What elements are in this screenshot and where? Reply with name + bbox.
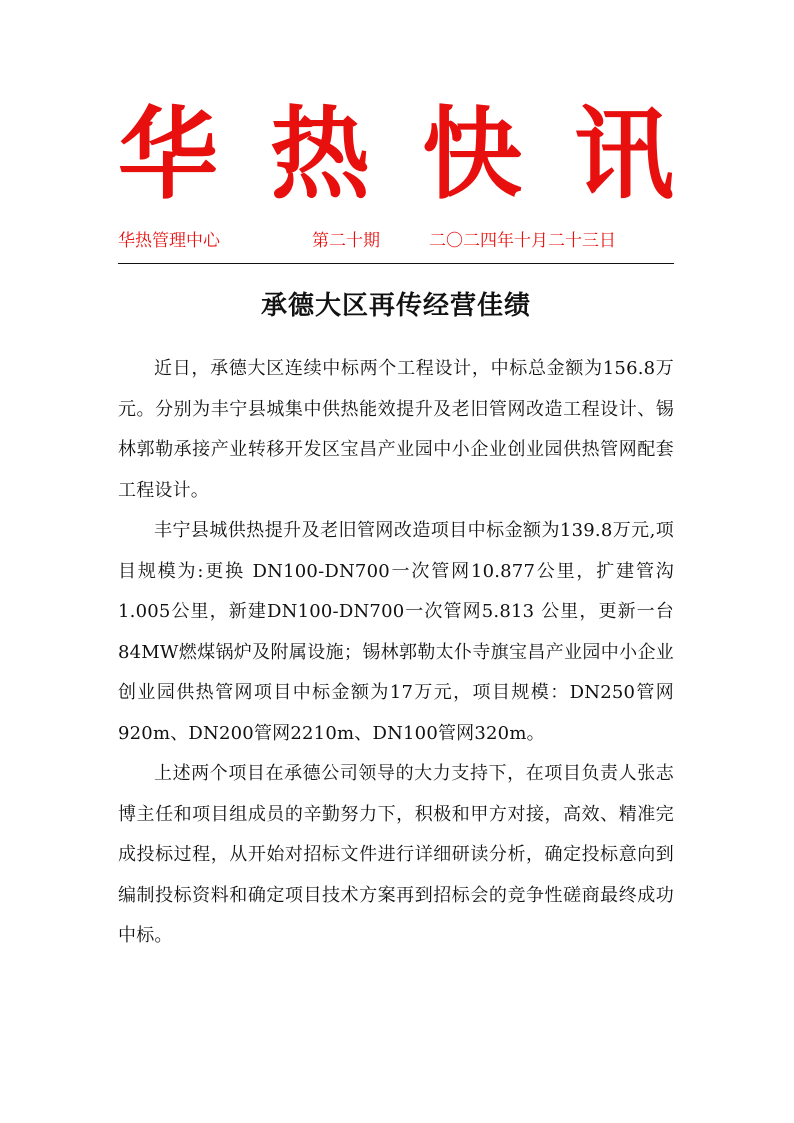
issue-info-line [118,226,674,256]
issue-date: 二〇二四年十月二十三日 [429,231,616,251]
issue-number: 第二十期 [312,231,380,251]
article-paragraph-3: 上述两个项目在承德公司领导的大力支持下，在项目负责人张志博主任和项目组成员的辛勤努力下，积极和甲方对接，高效、精准完成投标过程，从开始对招标文件进行详细研读分析，确定投标意向到编制投标资料和确定项目技术方案再到招标会的竞争性磋商最终成功中标。 [118,763,674,946]
header-divider [118,263,674,264]
article-paragraph-1: 近日，承德大区连续中标两个工程设计，中标总金额为156.8万元。分别为丰宁县城集中供热能效提升及老旧管网改造工程设计、锡林郭勒承接产业转移开发区宝昌产业园中小企业创业园供热管网配套工程设计。 [118,358,674,501]
masthead-char-1: 华 [118,95,218,213]
article-paragraph-2: 丰宁县城供热提升及老旧管网改造项目中标金额为139.8万元,项目规模为:更换 DN100-DN700一次管网10.877公里，扩建管沟1.005公里，新建DN100-DN700一次管网5.813 公里，更新一台84MW燃煤锅炉及附属设施；锡林郭勒太仆寺旗宝昌产业园中小企业创业园供热管网项目中标金额为17万元，项目规模：DN250管网920m、DN200管网2210m、DN100管网320m。 [118,520,674,744]
masthead-title [118,96,674,212]
masthead-char-3: 快 [422,95,522,213]
masthead-char-4: 讯 [574,95,674,213]
article-body [118,349,674,957]
article-title: 承德大区再传经营佳绩 [260,291,531,321]
issuing-organization: 华热管理中心 [118,231,220,251]
masthead-char-2: 热 [270,95,370,213]
